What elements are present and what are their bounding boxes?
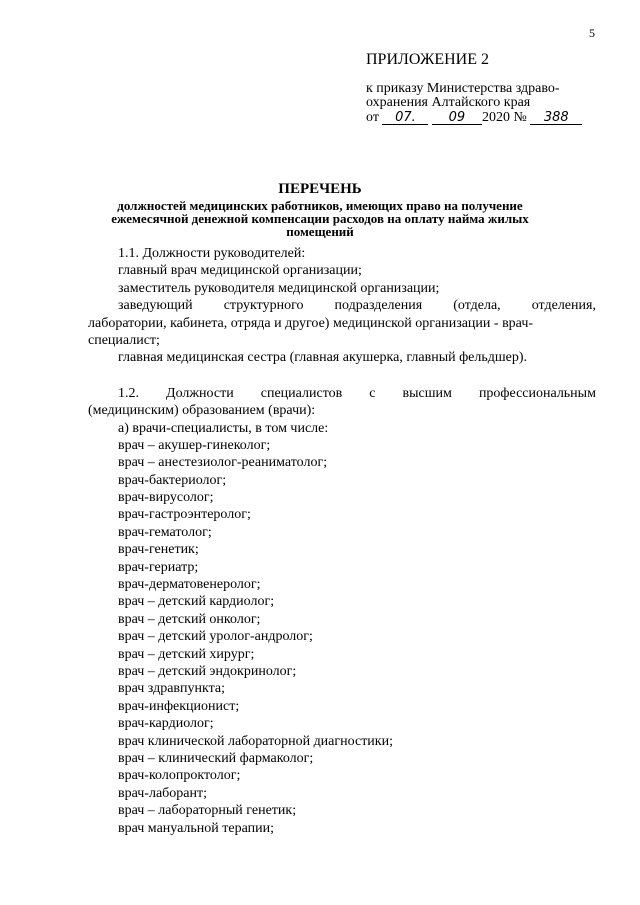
word: специалистов — [260, 385, 343, 401]
section1-head-line-3: специалист; — [88, 332, 160, 348]
word: с — [369, 385, 376, 401]
specialist-item: врач – лабораторный генетик; — [118, 803, 297, 819]
appendix-line-1: к приказу Министерства здраво- — [366, 81, 560, 96]
section1-nurse: главная медицинская сестра (главная акушерка, главный фельдшер). — [118, 350, 528, 366]
specialist-item: врач-генетик; — [118, 542, 199, 558]
specialist-item: врач-лаборант; — [118, 785, 208, 801]
appendix-line-2: охранения Алтайского края — [366, 95, 531, 110]
specialist-item: врач – анестезиолог-реаниматолог; — [118, 455, 328, 471]
word: отделения, — [531, 298, 596, 314]
section1-head-line-1 — [118, 297, 596, 314]
specialist-item: врач-гериатр; — [118, 559, 199, 575]
section2-sub-a: а) врачи-специалисты, в том числе: — [118, 420, 329, 436]
specialist-item: врач клинической лабораторной диагностики; — [118, 733, 393, 749]
word: Должности — [166, 385, 234, 401]
specialist-item: врач-бактериолог; — [118, 472, 227, 488]
document-title: ПЕРЕЧЕНЬ — [278, 181, 362, 197]
word: структурного — [223, 298, 304, 314]
specialist-item: врач-вирусолог; — [118, 490, 214, 506]
specialist-item: врач-дерматовенеролог; — [118, 577, 261, 593]
specialist-list — [118, 437, 596, 837]
specialist-item: врач-кардиолог; — [118, 716, 214, 732]
section1-heading: 1.1. Должности руководителей: — [118, 246, 306, 261]
word: профессиональным — [478, 385, 596, 401]
specialist-item: врач – акушер-гинеколог; — [118, 437, 271, 453]
word: заведующий — [118, 298, 193, 314]
date-prefix: от — [366, 110, 379, 125]
handwritten-month: 09 — [432, 111, 482, 125]
specialist-item: врач – детский уролог-андролог; — [118, 629, 313, 645]
handwritten-day: 07. — [382, 111, 428, 125]
document-subtitle — [110, 199, 530, 238]
specialist-item: врач-инфекционист; — [118, 698, 240, 714]
specialist-item: врач-гематолог; — [118, 524, 212, 540]
word: высшим — [402, 385, 452, 401]
subtitle-line-3: помещений — [286, 224, 354, 239]
specialist-item: врач – детский кардиолог; — [118, 594, 275, 610]
document-body — [88, 245, 596, 837]
specialist-item: врач – детский эндокринолог; — [118, 663, 297, 679]
subtitle-line-1: должностей медицинских работников, имеющих право на получение — [117, 198, 523, 213]
specialist-item: врач-гастроэнтеролог; — [118, 507, 251, 523]
specialist-item: врач – детский хирург; — [118, 646, 255, 662]
word: подразделения — [334, 298, 423, 314]
specialist-item: врач-колопроктолог; — [118, 768, 241, 784]
word: 1.2. — [118, 385, 139, 401]
year-text: 2020 № — [481, 110, 527, 125]
appendix-date-line — [366, 110, 582, 125]
page-number: 5 — [589, 26, 595, 40]
section1-item: заместитель руководителя медицинской организации; — [118, 280, 440, 296]
section1-item: главный врач медицинской организации; — [118, 263, 362, 279]
handwritten-order-number: 388 — [530, 111, 582, 125]
subtitle-line-2: ежемесячной денежной компенсации расходов на оплату найма жилых — [111, 211, 529, 226]
specialist-item: врач – детский онколог; — [118, 611, 261, 627]
specialist-item: врач здравпункта; — [118, 681, 226, 697]
specialist-item: врач мануальной терапии; — [118, 820, 275, 836]
section2-heading-line-1 — [118, 385, 596, 402]
section1-head-line-2: лаборатории, кабинета, отряда и другое) медицинской организации - врач- — [88, 315, 534, 331]
appendix-title: ПРИЛОЖЕНИЕ 2 — [366, 51, 490, 68]
word: (отдела, — [453, 298, 501, 314]
specialist-item: врач – клинический фармаколог; — [118, 750, 314, 766]
section2-heading-line-2: (медицинским) образованием (врачи): — [88, 403, 316, 419]
